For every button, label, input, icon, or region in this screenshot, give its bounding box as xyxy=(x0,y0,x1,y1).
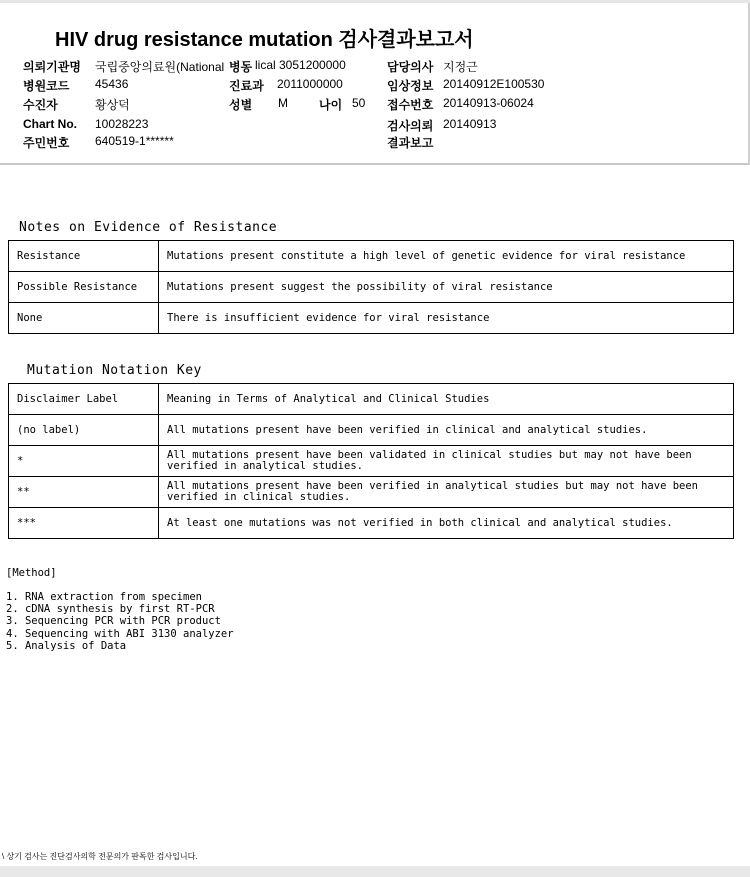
institution-value: 국립중앙의료원(National xyxy=(95,60,225,74)
doctor-label: 담당의사 xyxy=(387,60,434,74)
notes-text-cell: Mutations present suggest the possibility of viral resistance xyxy=(159,272,734,303)
report-title: HIV drug resistance mutation 검사결과보고서 xyxy=(55,29,474,51)
hospital-code-value: 45436 xyxy=(95,77,129,91)
key-label-cell: *** xyxy=(9,508,159,539)
key-text-cell: All mutations present have been verified in analytical studies but may not have been verified in clinical studies. xyxy=(159,477,734,508)
resident-number-label: 주민번호 xyxy=(23,136,70,150)
ward-value: lical 3051200000 xyxy=(255,58,346,72)
notes-section-title: Notes on Evidence of Resistance xyxy=(19,220,278,235)
age-label: 나이 xyxy=(319,98,343,112)
notes-label-cell: None xyxy=(9,303,159,334)
footer-note: \ 상기 검사는 진단검사의학 전문의가 판독한 검사입니다. xyxy=(2,852,198,861)
clinical-info-label: 임상정보 xyxy=(387,79,434,93)
method-step: 1. RNA extraction from specimen xyxy=(6,591,202,603)
notes-text-cell: Mutations present constitute a high level of genetic evidence for viral resistance xyxy=(159,241,734,272)
receipt-value: 20140913-06024 xyxy=(443,96,534,110)
notes-text-cell: There is insufficient evidence for viral resistance xyxy=(159,303,734,334)
table-row xyxy=(9,508,734,539)
sex-value: M xyxy=(278,96,288,110)
table-row xyxy=(9,415,734,446)
key-text-cell: Meaning in Terms of Analytical and Clinical Studies xyxy=(159,384,734,415)
table-row xyxy=(9,477,734,508)
request-value: 20140913 xyxy=(443,117,497,131)
table-row xyxy=(9,272,734,303)
chart-number-label: Chart No. xyxy=(23,117,77,131)
department-value: 2011000000 xyxy=(277,77,343,91)
patient-value: 황상덕 xyxy=(95,98,130,112)
table-row xyxy=(9,241,734,272)
age-value: 50 xyxy=(352,96,366,110)
report-label: 결과보고 xyxy=(387,136,434,150)
key-label-cell: ** xyxy=(9,477,159,508)
method-step: 2. cDNA synthesis by first RT-PCR xyxy=(6,603,215,615)
key-label-cell: Disclaimer Label xyxy=(9,384,159,415)
key-text-cell: All mutations present have been verified in clinical and analytical studies. xyxy=(159,415,734,446)
table-row xyxy=(9,384,734,415)
chart-number-value: 10028223 xyxy=(95,117,149,131)
notation-key-table xyxy=(8,383,734,539)
key-label-cell: (no label) xyxy=(9,415,159,446)
key-section-title: Mutation Notation Key xyxy=(27,363,202,378)
department-label: 진료과 xyxy=(229,79,264,93)
doctor-value: 지정근 xyxy=(443,60,478,74)
table-row xyxy=(9,303,734,334)
patient-label: 수진자 xyxy=(23,98,58,112)
request-label: 검사의뢰 xyxy=(387,119,434,133)
notes-label-cell: Resistance xyxy=(9,241,159,272)
method-step: 3. Sequencing PCR with PCR product xyxy=(6,615,221,627)
method-title: [Method] xyxy=(6,567,57,579)
key-text-cell: At least one mutations was not verified in both clinical and analytical studies. xyxy=(159,508,734,539)
institution-label: 의뢰기관명 xyxy=(23,60,81,74)
ward-label: 병동 xyxy=(229,60,253,74)
bottom-bar xyxy=(0,866,750,877)
receipt-label: 접수번호 xyxy=(387,98,434,112)
method-step: 5. Analysis of Data xyxy=(6,640,127,652)
table-row xyxy=(9,446,734,477)
report-header xyxy=(0,3,750,165)
resident-number-value: 640519-1****** xyxy=(95,134,174,148)
notes-label-cell: Possible Resistance xyxy=(9,272,159,303)
key-text-cell: All mutations present have been validated in clinical studies but may not have been verified in analytical studies. xyxy=(159,446,734,477)
method-step: 4. Sequencing with ABI 3130 analyzer xyxy=(6,628,234,640)
sex-label: 성별 xyxy=(229,98,253,112)
key-label-cell: * xyxy=(9,446,159,477)
notes-table xyxy=(8,240,734,334)
clinical-info-value: 20140912E100530 xyxy=(443,77,545,91)
hospital-code-label: 병원코드 xyxy=(23,79,70,93)
